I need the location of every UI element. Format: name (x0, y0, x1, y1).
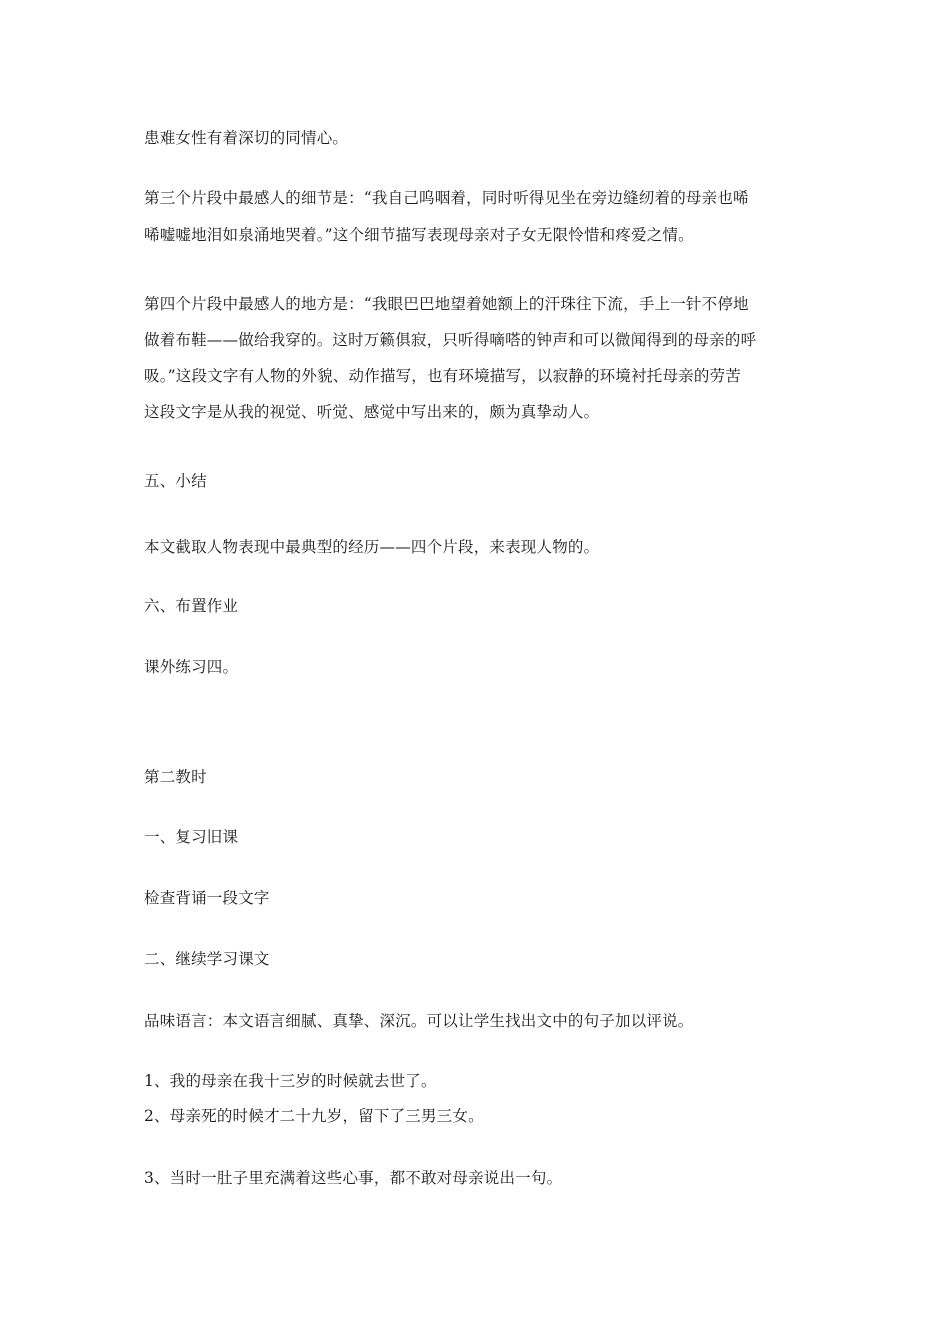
paragraph-line-7: 这段文字是从我的视觉、听觉、感觉中写出来的，颇为真挚动人。 (144, 403, 600, 421)
list-item-3: 3、当时一肚子里充满着这些心事，都不敢对母亲说出一句。 (144, 1169, 563, 1187)
paragraph-line-11: 课外练习四。 (144, 658, 239, 676)
section-heading-continue: 二、继续学习课文 (144, 950, 270, 968)
paragraph-line-4: 第四个片段中最感人的地方是：“我眼巴巴地望着她额上的汗珠往下流，手上一针不停地 (144, 295, 749, 313)
paragraph-line-16: 品味语言：本文语言细腻、真挚、深沉。可以让学生找出文中的句子加以评说。 (144, 1012, 694, 1030)
section-heading-review: 一、复习旧课 (144, 828, 239, 846)
paragraph-line-9: 本文截取人物表现中最典型的经历——四个片段，来表现人物的。 (144, 538, 600, 556)
list-item-2: 2、母亲死的时候才二十九岁，留下了三男三女。 (144, 1107, 484, 1125)
paragraph-line-6: 吸。”这段文字有人物的外貌、动作描写，也有环境描写，以寂静的环境衬托母亲的劳苦 (144, 367, 741, 385)
paragraph-line-5: 做着布鞋——做给我穿的。这时万籁俱寂，只听得嘀嗒的钟声和可以微闻得到的母亲的呼 (144, 331, 757, 349)
paragraph-line-2: 第三个片段中最感人的细节是：“我自己呜咽着，同时听得见坐在旁边缝纫着的母亲也唏 (144, 189, 749, 207)
section-heading-homework: 六、布置作业 (144, 597, 239, 615)
list-item-1: 1、我的母亲在我十三岁的时候就去世了。 (144, 1072, 437, 1090)
paragraph-line-1: 患难女性有着深切的同情心。 (144, 129, 349, 147)
paragraph-line-3: 唏嘘嘘地泪如泉涌地哭着。”这个细节描写表现母亲对子女无限怜惜和疼爱之情。 (144, 226, 694, 244)
lesson-heading-second: 第二教时 (144, 768, 207, 786)
section-heading-summary: 五、小结 (144, 472, 207, 490)
paragraph-line-14: 检查背诵一段文字 (144, 889, 270, 907)
